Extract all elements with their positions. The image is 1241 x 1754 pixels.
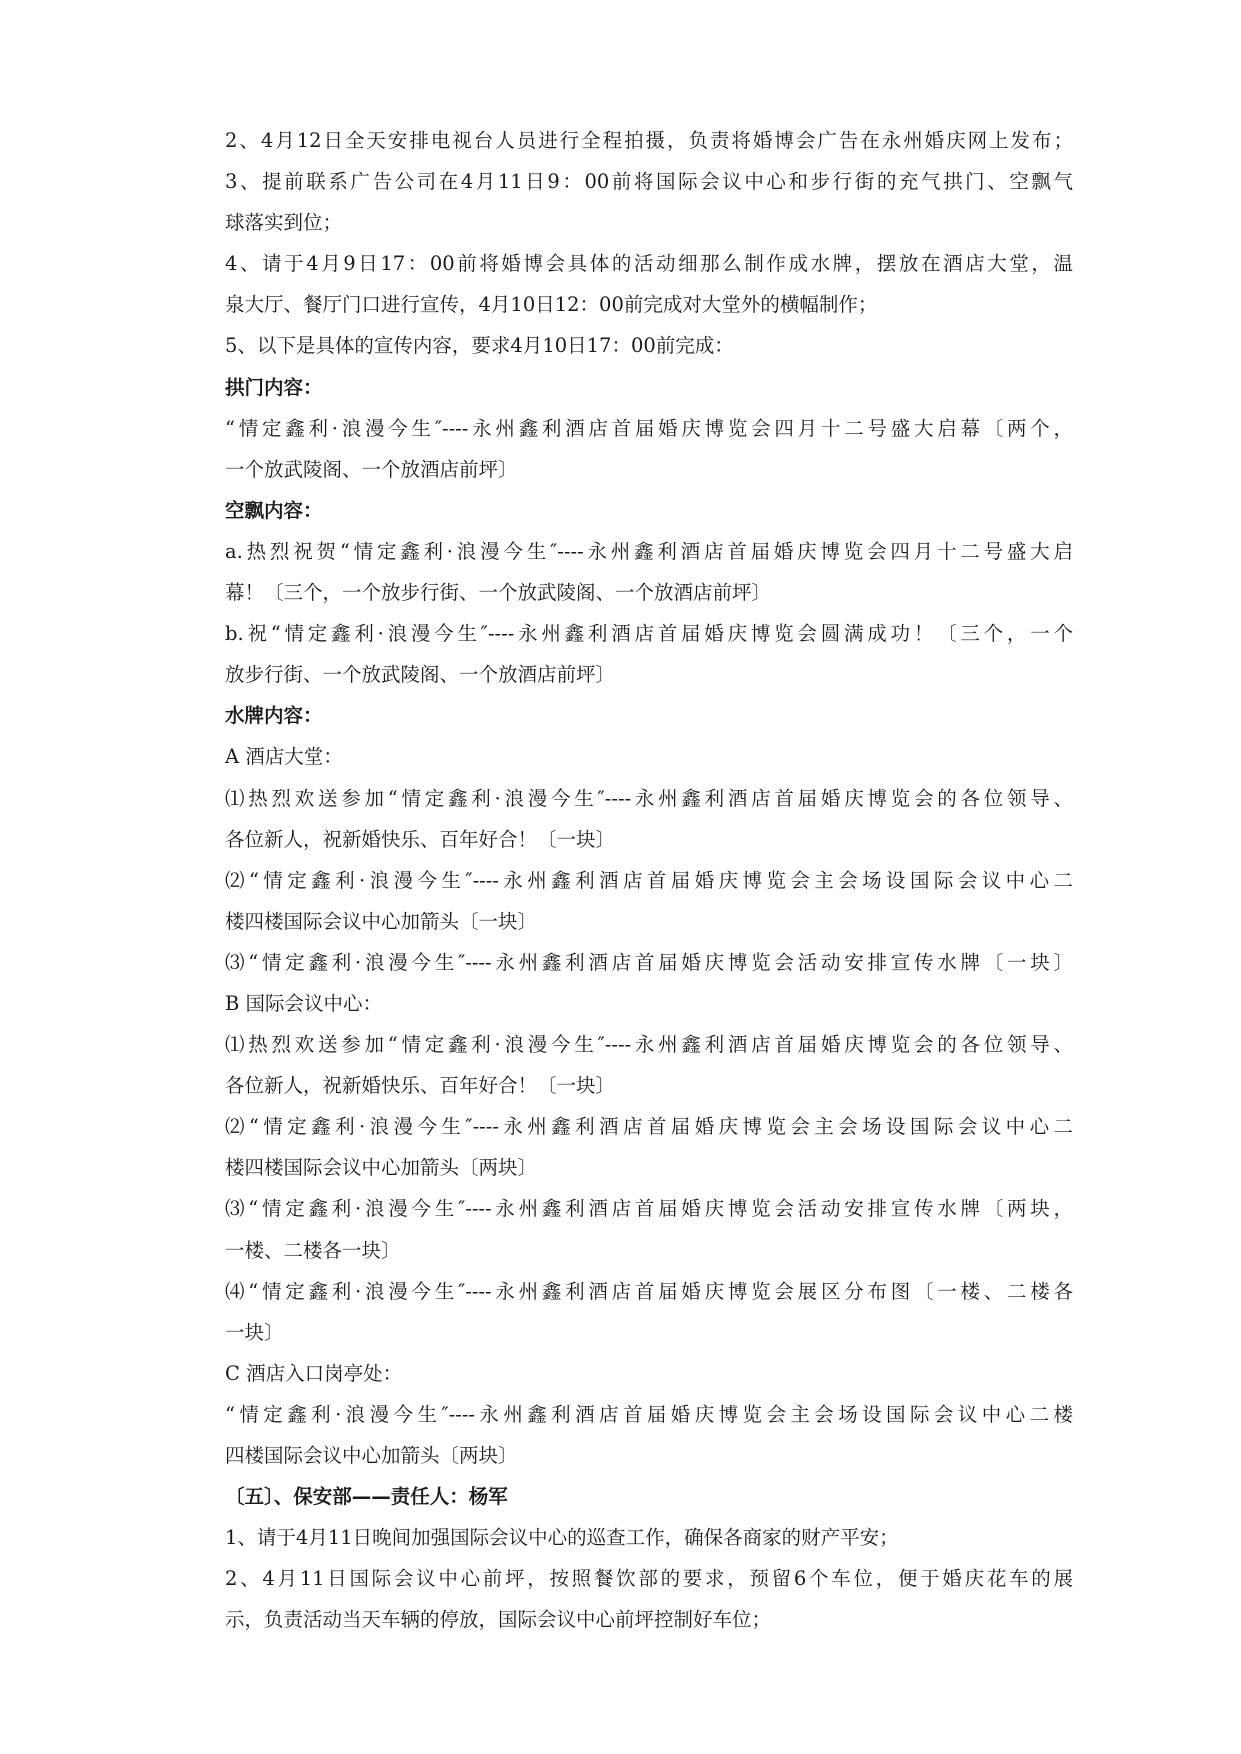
text-line: ⑴热烈欢送参加“情定鑫利·浪漫今生″----永州鑫利酒店首届婚庆博览会的各位领导、: [225, 786, 1073, 810]
text-line: ⑷“情定鑫利·浪漫今生″----永州鑫利酒店首届婚庆博览会展区分布图〔一楼、二楼各: [225, 1279, 1073, 1303]
text-line: 泉大厅、餐厅门口进行宣传，4月10日12：00前完成对大堂外的横幅制作；: [225, 293, 878, 317]
text-line: A 酒店大堂：: [225, 745, 343, 769]
text-line: “情定鑫利·浪漫今生″----永州鑫利酒店首届婚庆博览会主会场设国际会议中心二楼: [225, 1402, 1073, 1426]
text-line: “情定鑫利·浪漫今生″----永州鑫利酒店首届婚庆博览会四月十二号盛大启幕〔两个，: [225, 416, 1073, 440]
text-line: a.热烈祝贺“情定鑫利·浪漫今生″----永州鑫利酒店首届婚庆博览会四月十二号盛大启: [225, 539, 1073, 563]
text-line: ⑶“情定鑫利·浪漫今生″----永州鑫利酒店首届婚庆博览会活动安排宣传水牌〔一块〕: [225, 950, 1073, 974]
text-line: B 国际会议中心：: [225, 991, 383, 1015]
text-line: 球落实到位；: [225, 211, 343, 235]
text-line: 各位新人，祝新婚快乐、百年好合！〔一块〕: [225, 827, 616, 851]
text-line: b.祝“情定鑫利·浪漫今生″----永州鑫利酒店首届婚庆博览会圆满成功！〔三个，一个: [225, 622, 1073, 646]
text-line: ⑵“情定鑫利·浪漫今生″----永州鑫利酒店首届婚庆博览会主会场设国际会议中心二: [225, 868, 1073, 892]
text-line: 1、请于4月11日晚间加强国际会议中心的巡查工作，确保各商家的财产平安；: [225, 1526, 899, 1550]
text-line: 2、4月12日全天安排电视台人员进行全程拍摄，负责将婚博会广告在永州婚庆网上发布；: [225, 129, 1073, 152]
text-line: 4、请于4月9日17：00前将婚博会具体的活动细那么制作成水牌，摆放在酒店大堂，温: [225, 252, 1073, 276]
text-line: 楼四楼国际会议中心加箭头〔两块〕: [225, 1156, 538, 1180]
text-line: 各位新人，祝新婚快乐、百年好合！〔一块〕: [225, 1074, 616, 1098]
section-heading: 拱门内容：: [225, 375, 323, 399]
text-line: 示，负责活动当天车辆的停放，国际会议中心前坪控制好车位；: [225, 1608, 772, 1632]
document-page: [225, 120, 1073, 1640]
section-heading: 空飘内容：: [225, 498, 323, 522]
text-line: ⑵“情定鑫利·浪漫今生″----永州鑫利酒店首届婚庆博览会主会场设国际会议中心二: [225, 1115, 1073, 1139]
text-line: ⑴热烈欢送参加“情定鑫利·浪漫今生″----永州鑫利酒店首届婚庆博览会的各位领导、: [225, 1033, 1073, 1057]
text-line: 放步行街、一个放武陵阁、一个放酒店前坪〕: [225, 663, 616, 687]
text-line: C 酒店入口岗亭处：: [225, 1361, 403, 1385]
section-heading: 水牌内容：: [225, 704, 323, 728]
text-line: 3、提前联系广告公司在4月11日9：00前将国际会议中心和步行街的充气拱门、空飘气: [225, 170, 1073, 194]
text-line: 楼四楼国际会议中心加箭头〔一块〕: [225, 909, 538, 933]
text-line: 幕！〔三个，一个放步行街、一个放武陵阁、一个放酒店前坪〕: [225, 581, 772, 605]
text-line: 一块〕: [225, 1320, 284, 1344]
text-line: ⑶“情定鑫利·浪漫今生″----永州鑫利酒店首届婚庆博览会活动安排宣传水牌〔两块，: [225, 1197, 1073, 1221]
text-line: 5、以下是具体的宣传内容，要求4月10日17：00前完成：: [225, 334, 734, 358]
text-line: 一楼、二楼各一块〕: [225, 1238, 401, 1262]
text-line: 一个放武陵阁、一个放酒店前坪〕: [225, 457, 518, 481]
text-line: 2、4月11日国际会议中心前坪，按照餐饮部的要求，预留6个车位，便于婚庆花车的展: [225, 1567, 1073, 1591]
section-heading: 〔五〕、保安部——责任人：杨军: [225, 1485, 508, 1509]
text-line: 四楼国际会议中心加箭头〔两块〕: [225, 1444, 518, 1467]
